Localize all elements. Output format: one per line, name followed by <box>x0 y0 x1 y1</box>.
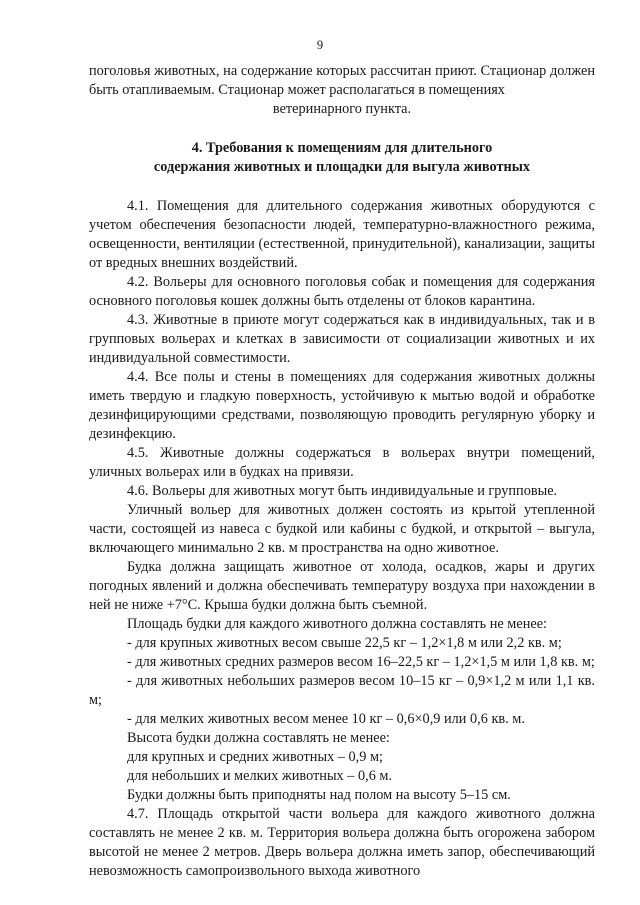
list-item: для крупных и средних животных – 0,9 м; <box>127 749 383 765</box>
paragraph-4-1: 4.1. Помещения для длительного содержания животных оборудуются с учетом обеспечения безопасности людей, температурно-влажностного режима, освещенности, вентиляции (естественной, принудительной), канализации, защиты от вредных внешних воздействий. <box>89 198 595 271</box>
section-title-line-1: 4. Требования к помещениям для длительного <box>191 140 493 156</box>
paragraph-kennel-height: Высота будки должна составлять не менее: <box>127 730 390 746</box>
paragraph-4-6: 4.6. Вольеры для животных могут быть индивидуальные и групповые. <box>127 483 558 499</box>
paragraph-4-7: 4.7. Площадь открытой части вольера для каждого животного должна составлять не менее 2 кв. м. Территория вольера должна быть огорожена забором высотой не менее 2 метров. Дверь вольера должна иметь запор, обеспечивающий невозможность самопроизвольного выхода животного <box>89 806 595 879</box>
intro-paragraph-end: ветеринарного пункта. <box>272 101 412 117</box>
intro-paragraph: поголовья животных, на содержание которых рассчитан приют. Стационар должен быть отапливаемым. Стационар может располагаться в помещениях <box>89 63 595 98</box>
list-item: для небольших и мелких животных – 0,6 м. <box>127 768 393 784</box>
paragraph-4-2: 4.2. Вольеры для основного поголовья собак и помещения для содержания основного поголовья кошек должны быть отделены от блоков карантина. <box>89 274 595 309</box>
paragraph-4-4: 4.4. Все полы и стены в помещениях для содержания животных должны иметь твердую и гладкую поверхность, устойчивую к мытью водой и обработке дезинфицирующими средствами, позволяющую проводить регулярную уборку и дезинфекцию. <box>89 369 595 442</box>
section-title-line-2: содержания животных и площадки для выгула животных <box>153 159 531 175</box>
list-item: - для животных небольших размеров весом 10–15 кг – 0,9×1,2 м или 1,1 кв. м; <box>89 673 595 708</box>
page-number: 9 <box>316 38 324 52</box>
list-item: - для животных средних размеров весом 16–22,5 кг – 1,2×1,5 м или 1,8 кв. м; <box>127 654 595 670</box>
paragraph-kennel: Будка должна защищать животное от холода, осадков, жары и других погодных явлений и должна обеспечивать температуру воздуха при нахождении в ней не ниже +7°С. Крыша будки должна быть съемной. <box>89 559 595 613</box>
paragraph-kennel-raise: Будки должны быть приподняты над полом на высоту 5–15 см. <box>127 787 511 803</box>
list-item: - для крупных животных весом свыше 22,5 кг – 1,2×1,8 м или 2,2 кв. м; <box>127 635 562 651</box>
list-item: - для мелких животных весом менее 10 кг – 0,6×0,9 или 0,6 кв. м. <box>127 711 525 727</box>
paragraph-4-3: 4.3. Животные в приюте могут содержаться как в индивидуальных, так и в групповых вольерах и клетках в зависимости от социализации животных и их индивидуальной совместимости. <box>89 312 595 366</box>
page-content <box>89 62 595 881</box>
section-title <box>89 139 595 177</box>
paragraph-4-5: 4.5. Животные должны содержаться в вольерах внутри помещений, уличных вольерах или в будках на привязи. <box>89 445 595 480</box>
paragraph-kennel-area: Площадь будки для каждого животного должна составлять не менее: <box>127 616 548 632</box>
paragraph-outdoor-enclosure: Уличный вольер для животных должен состоять из крытой утепленной части, состоящей из навеса с будкой или кабины с будкой, и открытой – выгула, включающего минимально 2 кв. м пространства на одно животное. <box>89 502 595 556</box>
